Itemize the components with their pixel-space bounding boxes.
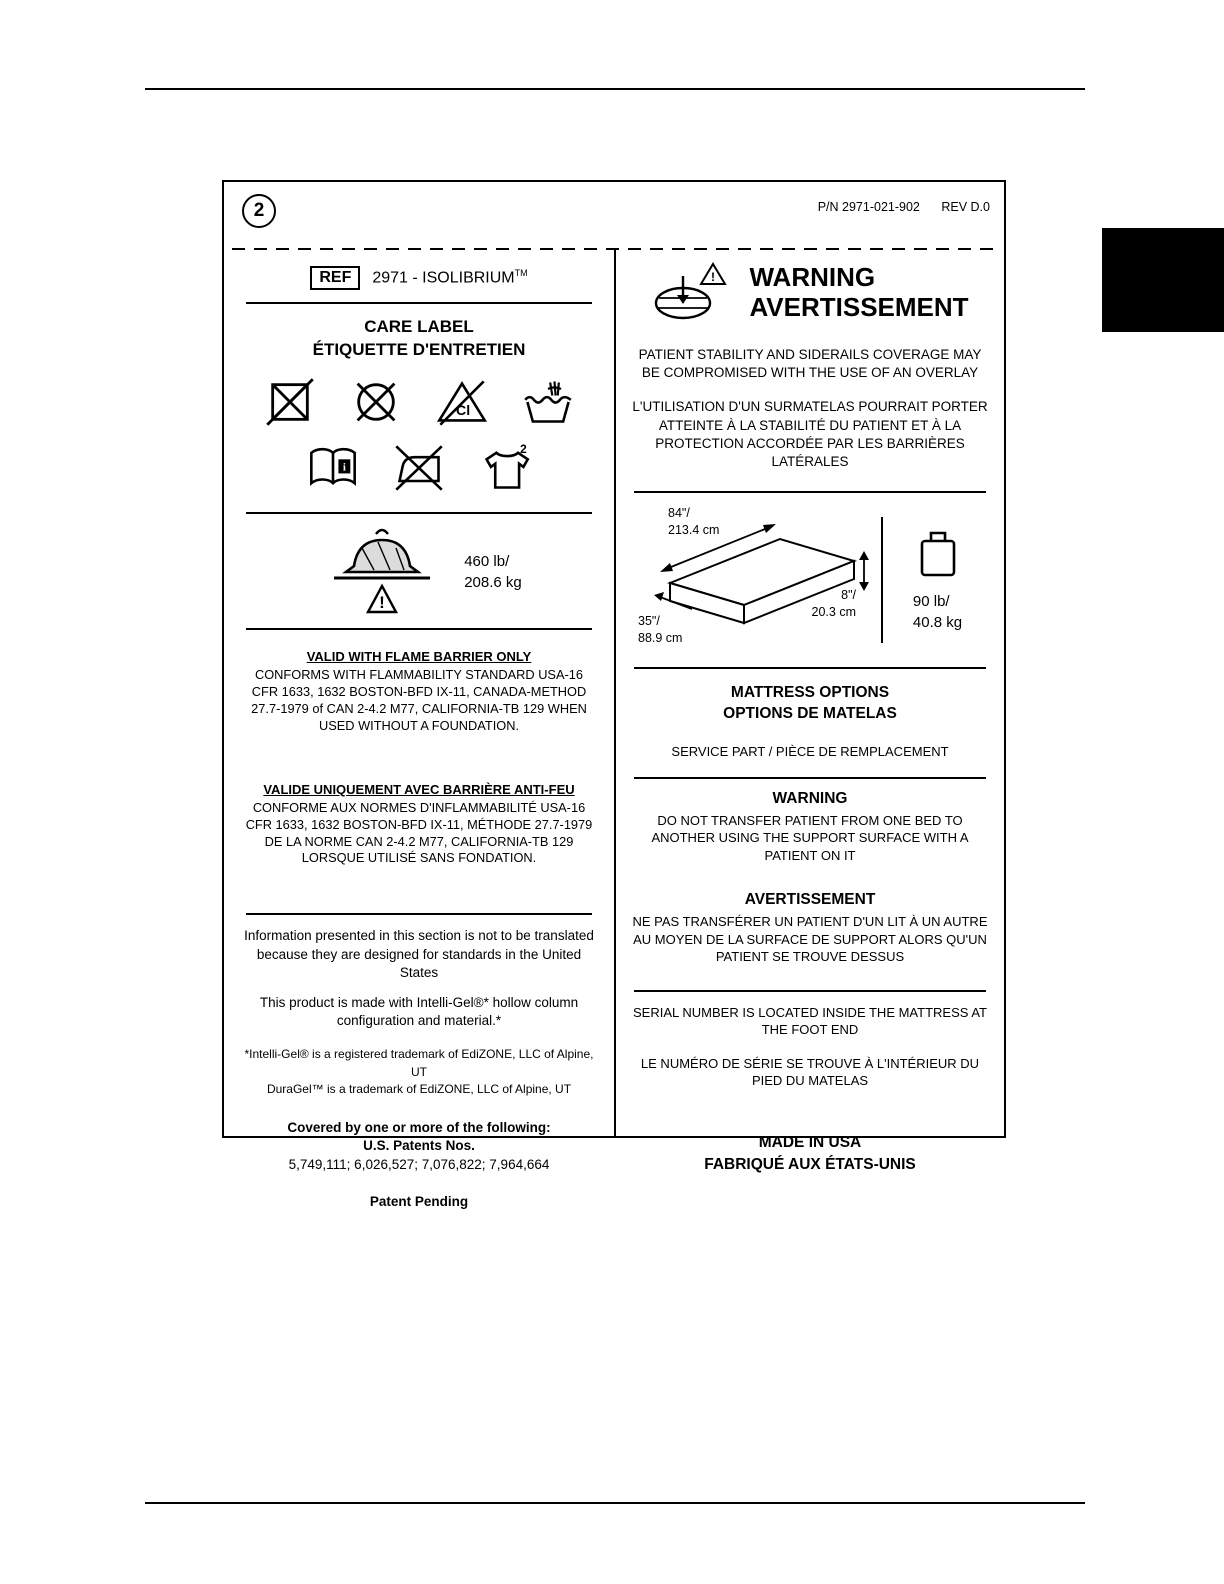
- do-not-tumble-dry-icon: [264, 376, 316, 428]
- serial-location-en: SERIAL NUMBER IS LOCATED INSIDE THE MATTRESS AT THE FOOT END: [633, 1004, 987, 1038]
- do-not-dry-clean-icon: [350, 376, 402, 428]
- safe-working-load-icon: [316, 524, 448, 620]
- no-translate-note: Information presented in this section is not to be translated because they are designed for standards in the United States: [244, 928, 594, 980]
- overlay-warning-fr: L'UTILISATION D'UN SURMATELAS POURRAIT PORTER ATTEINTE À LA STABILITÉ DU PATIENT ET À LA PROTECTION ACCORDÉE PAR LES BARRIÈRES LATÉRALES: [632, 399, 988, 470]
- do-not-iron-icon: [393, 442, 445, 494]
- svg-text:!: !: [711, 270, 716, 284]
- part-number: P/N 2971-021-902: [817, 200, 920, 214]
- weight-section: [887, 527, 988, 633]
- section-number-badge: [242, 194, 276, 228]
- section-edge-tab: [1102, 228, 1224, 332]
- intelligel-note: This product is made with Intelli-Gel®* hollow column configuration and material.*: [259, 994, 579, 1029]
- divider: [634, 777, 986, 779]
- length-dimension: 84"/ 213.4 cm: [668, 506, 720, 537]
- transfer-warning-title-fr: AVERTISSEMENT: [744, 891, 876, 909]
- divider: [634, 990, 986, 992]
- capacity-kg: 208.6 kg: [464, 573, 522, 591]
- flame-barrier-body-en: CONFORMS WITH FLAMMABILITY STANDARD USA-16 CFR 1633, 1632 BOSTON-BFD IX-11, CANADA-METHOD 27.7-1979 of CAN 2-4.2 M77, CALIFORNIA-TB 129 WHEN USED WITHOUT A FOUNDATION.: [251, 667, 587, 733]
- capacity-value: [464, 551, 522, 593]
- trademark-sup: TM: [514, 268, 528, 279]
- care-symbols-row-2: [244, 442, 594, 494]
- label-columns: [224, 250, 1004, 1210]
- flame-barrier-en: [244, 648, 594, 735]
- mattress-options-title: MATTRESS OPTIONS OPTIONS DE MATELAS: [723, 684, 897, 723]
- ref-row: [244, 266, 594, 290]
- do-not-bleach-icon: [436, 376, 488, 428]
- warning-title-fr: AVERTISSEMENT: [749, 292, 969, 322]
- svg-text:!: !: [379, 592, 386, 612]
- weight-value: 90 lb/ 40.8 kg: [912, 593, 963, 632]
- care-symbols-row-1: [244, 376, 594, 428]
- capacity-section: [244, 524, 594, 620]
- dimensions-section: [632, 501, 988, 659]
- patent-pending: Patent Pending: [369, 1194, 469, 1210]
- trademark-note-2: DuraGel™ is a trademark of EdiZONE, LLC of Alpine, UT: [266, 1082, 572, 1097]
- read-manual-icon: [307, 442, 359, 494]
- care-label-panel: [222, 180, 1006, 1210]
- page-top-rule: [145, 88, 1085, 90]
- part-number-line: [818, 194, 990, 214]
- warning-column: [616, 250, 1004, 1173]
- svg-text:2: 2: [520, 441, 527, 456]
- flame-barrier-title-en: VALID WITH FLAME BARRIER ONLY: [306, 648, 532, 664]
- flame-barrier-fr: [244, 781, 594, 868]
- weight-icon: [914, 527, 962, 583]
- divider: [634, 491, 986, 493]
- width-dimension: 35"/ 88.9 cm: [638, 614, 683, 645]
- height-dimension: 8"/ 20.3 cm: [811, 588, 856, 619]
- svg-text:i: i: [342, 461, 346, 474]
- page-bottom-rule: [145, 1502, 1085, 1504]
- patents-title: Covered by one or more of the following: U.S. Patents Nos.: [287, 1119, 551, 1153]
- hand-wash-icon: [522, 376, 574, 428]
- flame-barrier-body-fr: CONFORME AUX NORMES D'INFLAMMABILITÉ USA-16 CFR 1633, 1632 BOSTON-BFD IX-11, MÉTHODE 27.7-1979 DE LA NORME CAN 2-4.2 M77, CALIFORNIA-TB 129 LORSQUE UTILISÉ SANS FONDATION.: [245, 799, 593, 866]
- made-in-usa: MADE IN USA FABRIQUÉ AUX ÉTATS-UNIS: [704, 1134, 916, 1173]
- garment-icon: [479, 442, 531, 494]
- divider: [246, 512, 592, 514]
- transfer-warning-title-en: WARNING: [772, 789, 848, 807]
- divider: [246, 913, 592, 915]
- overlay-hazard-icon: [651, 260, 735, 326]
- care-label-title: [244, 316, 594, 362]
- transfer-warning-body-fr: NE PAS TRANSFÉRER UN PATIENT D'UN LIT À UN AUTRE AU MOYEN DE LA SURFACE DE SUPPORT ALORS QU'UN PATIENT SE TROUVE DESSUS: [632, 914, 988, 965]
- transfer-warning-body-en: DO NOT TRANSFER PATIENT FROM ONE BED TO ANOTHER USING THE SUPPORT SURFACE WITH A PATIENT ON IT: [651, 812, 969, 863]
- section-number: 2: [253, 200, 265, 221]
- label-header: [224, 182, 1004, 228]
- overlay-warning-en: PATIENT STABILITY AND SIDERAILS COVERAGE MAY BE COMPROMISED WITH THE USE OF AN OVERLAY: [638, 347, 982, 381]
- care-label-title-fr: ÉTIQUETTE D'ENTRETIEN: [312, 339, 526, 359]
- svg-text:Cl: Cl: [456, 401, 471, 418]
- warning-titles: [749, 263, 968, 323]
- trademark-note-1: *Intelli-Gel® is a registered trademark of EdiZONE, LLC of Alpine, UT: [244, 1047, 594, 1079]
- divider: [246, 302, 592, 304]
- ref-badge: REF: [310, 266, 360, 290]
- model-name: 2971 - ISOLIBRIUM™: [372, 268, 528, 287]
- care-label-title-en: CARE LABEL: [364, 317, 474, 336]
- trademark-notes: [244, 1046, 594, 1098]
- overlay-warning-header: [632, 260, 988, 326]
- care-label-column: [224, 250, 616, 1210]
- flame-barrier-title-fr: VALIDE UNIQUEMENT AVEC BARRIÈRE ANTI-FEU: [263, 781, 575, 797]
- dimension-divider: [881, 517, 883, 643]
- revision: REV D.0: [941, 200, 990, 214]
- warning-title-en: WARNING: [749, 262, 876, 293]
- divider: [634, 667, 986, 669]
- service-part-note: SERVICE PART / PIÈCE DE REMPLACEMENT: [671, 744, 949, 760]
- mattress-dimension-diagram: [632, 505, 877, 655]
- serial-location-fr: LE NUMÉRO DE SÉRIE SE TROUVE À L'INTÉRIEUR DU PIED DU MATELAS: [640, 1055, 980, 1089]
- patents-numbers: 5,749,111; 6,026,527; 7,076,822; 7,964,664: [288, 1157, 550, 1173]
- divider: [246, 628, 592, 630]
- capacity-lb: 460 lb/: [464, 552, 510, 570]
